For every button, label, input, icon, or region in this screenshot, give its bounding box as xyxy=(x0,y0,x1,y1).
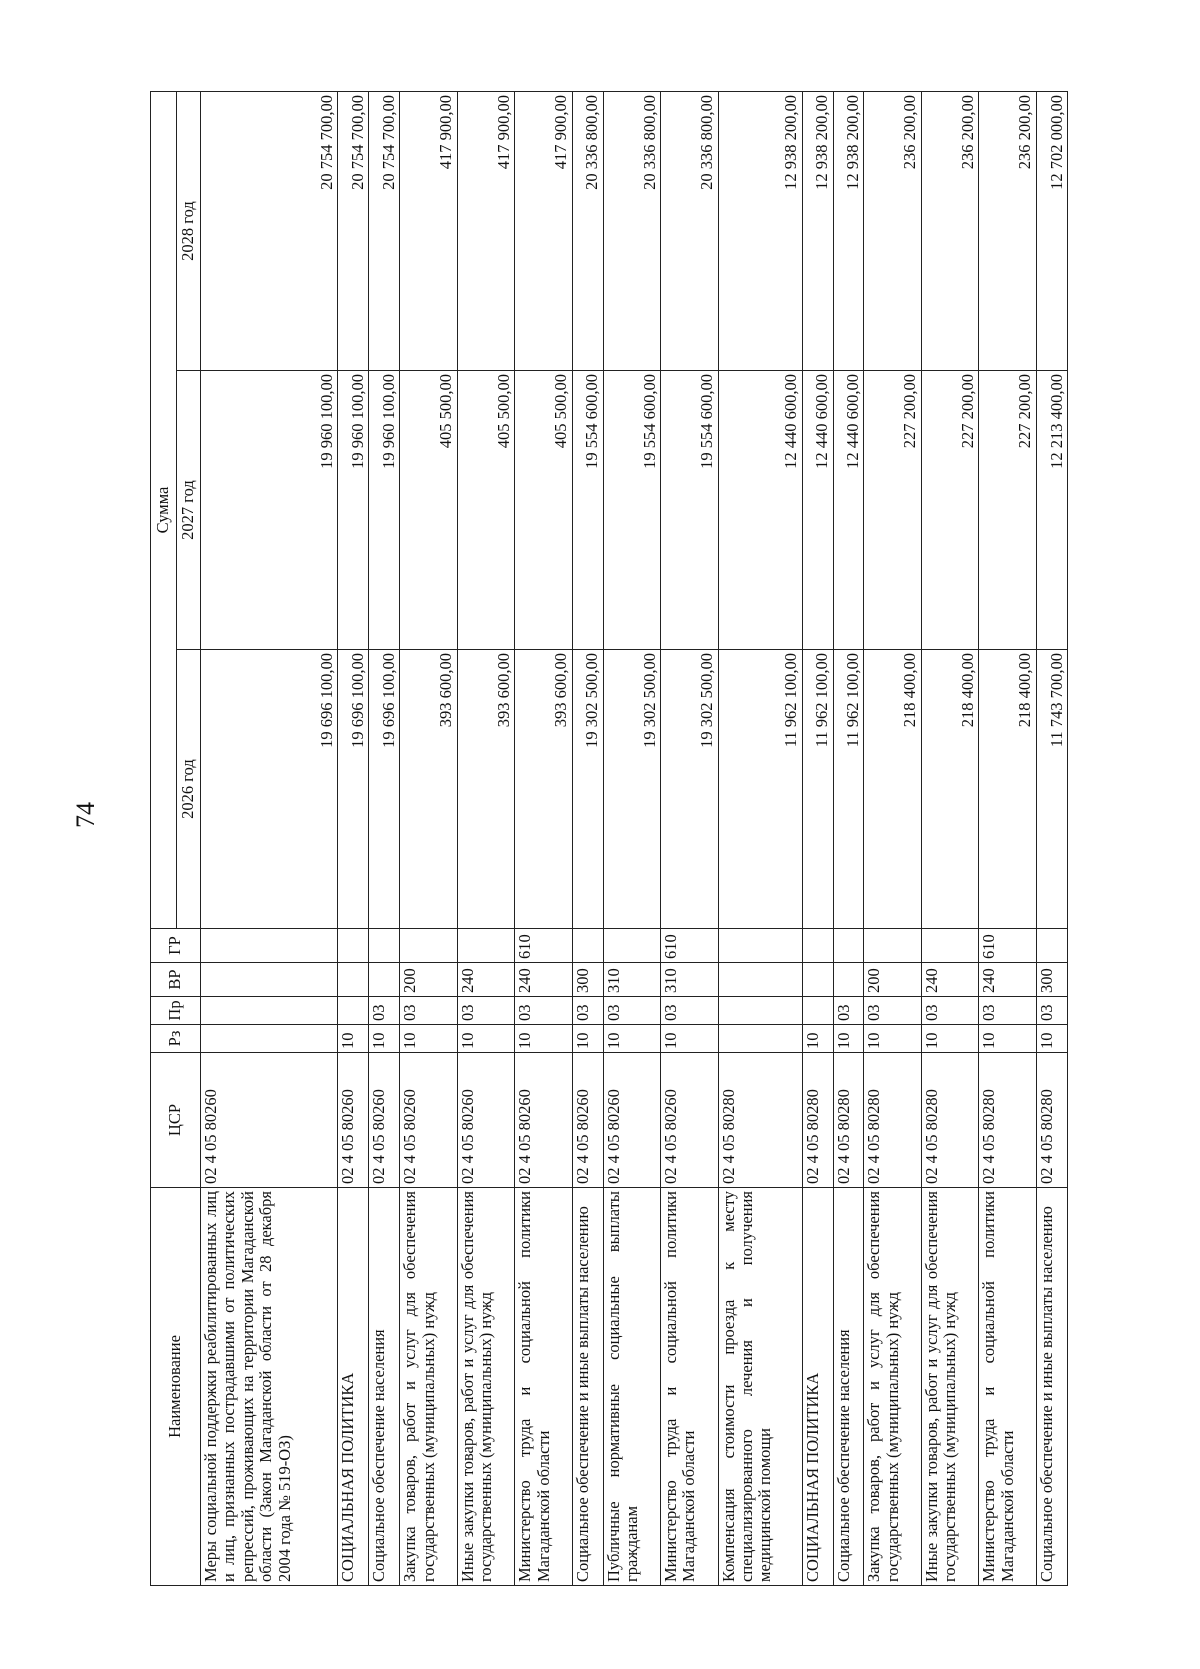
cell-name: Закупка товаров, работ и услуг для обеспечения государственных (муниципальных) нужд xyxy=(864,1188,922,1586)
cell-name: СОЦИАЛЬНАЯ ПОЛИТИКА xyxy=(338,1188,369,1586)
cell-vr: 300 xyxy=(1036,963,1067,997)
cell-vr: 310 xyxy=(661,963,719,997)
cell-rz xyxy=(718,1025,802,1053)
cell-2027: 227 200,00 xyxy=(921,371,979,650)
cell-2026: 393 600,00 xyxy=(515,650,573,929)
cell-rz: 10 xyxy=(338,1025,369,1053)
table-row xyxy=(338,91,369,1585)
cell-pr xyxy=(802,997,833,1025)
cell-vr: 240 xyxy=(979,963,1037,997)
cell-gr xyxy=(921,929,979,963)
cell-gr xyxy=(457,929,515,963)
header-pr: Пр xyxy=(151,997,201,1025)
cell-gr xyxy=(864,929,922,963)
cell-name: Иные закупки товаров, работ и услуг для обеспечения государственных (муниципальных) нужд xyxy=(921,1188,979,1586)
cell-2026: 218 400,00 xyxy=(921,650,979,929)
cell-rz: 10 xyxy=(400,1025,458,1053)
cell-pr: 03 xyxy=(864,997,922,1025)
cell-gr: 610 xyxy=(979,929,1037,963)
cell-vr xyxy=(718,963,802,997)
cell-2028: 12 938 200,00 xyxy=(718,91,802,370)
cell-pr: 03 xyxy=(603,997,661,1025)
table-row xyxy=(718,91,802,1585)
cell-pr: 03 xyxy=(515,997,573,1025)
cell-2026: 11 743 700,00 xyxy=(1036,650,1067,929)
cell-vr: 310 xyxy=(603,963,661,997)
cell-pr xyxy=(718,997,802,1025)
table-body xyxy=(201,91,1068,1585)
cell-name: Меры социальной поддержки реабилитированных лиц и лиц, признанных пострадавшими от политических репрессий, проживающих на территории Магаданской области (Закон Магаданской области от 28 декабря 2004 года № 519-ОЗ) xyxy=(201,1188,338,1586)
cell-csr: 02 4 05 80260 xyxy=(457,1053,515,1188)
cell-gr xyxy=(338,929,369,963)
cell-pr xyxy=(338,997,369,1025)
table-row xyxy=(661,91,719,1585)
cell-2026: 19 696 100,00 xyxy=(338,650,369,929)
cell-csr: 02 4 05 80280 xyxy=(833,1053,864,1188)
cell-pr: 03 xyxy=(572,997,603,1025)
page-number: 74 xyxy=(71,802,100,828)
cell-csr: 02 4 05 80260 xyxy=(661,1053,719,1188)
cell-2026: 11 962 100,00 xyxy=(718,650,802,929)
header-year-2028: 2028 год xyxy=(177,91,201,370)
cell-gr xyxy=(833,929,864,963)
cell-pr xyxy=(201,997,338,1025)
table-row xyxy=(864,91,922,1585)
cell-name: Социальное обеспечение и иные выплаты населению xyxy=(1036,1188,1067,1586)
cell-pr: 03 xyxy=(833,997,864,1025)
table-row xyxy=(603,91,661,1585)
cell-name: Социальное обеспечение населения xyxy=(833,1188,864,1586)
cell-csr: 02 4 05 80280 xyxy=(1036,1053,1067,1188)
cell-name: Министерство труда и социальной политики Магаданской области xyxy=(979,1188,1037,1586)
cell-csr: 02 4 05 80280 xyxy=(979,1053,1037,1188)
cell-gr: 610 xyxy=(661,929,719,963)
cell-2028: 20 754 700,00 xyxy=(369,91,400,370)
cell-2028: 12 702 000,00 xyxy=(1036,91,1067,370)
cell-2026: 393 600,00 xyxy=(457,650,515,929)
cell-vr xyxy=(338,963,369,997)
cell-name: Иные закупки товаров, работ и услуг для обеспечения государственных (муниципальных) нужд xyxy=(457,1188,515,1586)
cell-rz: 10 xyxy=(1036,1025,1067,1053)
cell-pr: 03 xyxy=(400,997,458,1025)
cell-vr: 200 xyxy=(400,963,458,997)
header-vr: ВР xyxy=(151,963,201,997)
cell-gr xyxy=(603,929,661,963)
cell-2028: 20 754 700,00 xyxy=(201,91,338,370)
header-rz: Рз xyxy=(151,1025,201,1053)
cell-2026: 19 302 500,00 xyxy=(661,650,719,929)
header-csr: ЦСР xyxy=(151,1053,201,1188)
cell-pr: 03 xyxy=(979,997,1037,1025)
cell-name: Министерство труда и социальной политики Магаданской области xyxy=(515,1188,573,1586)
cell-2027: 227 200,00 xyxy=(864,371,922,650)
cell-vr: 200 xyxy=(864,963,922,997)
cell-pr: 03 xyxy=(661,997,719,1025)
cell-gr xyxy=(201,929,338,963)
cell-2027: 19 960 100,00 xyxy=(201,371,338,650)
cell-2028: 20 336 800,00 xyxy=(661,91,719,370)
cell-rz: 10 xyxy=(515,1025,573,1053)
cell-vr xyxy=(201,963,338,997)
cell-csr: 02 4 05 80260 xyxy=(369,1053,400,1188)
cell-name: Министерство труда и социальной политики Магаданской области xyxy=(661,1188,719,1586)
cell-vr: 240 xyxy=(457,963,515,997)
cell-2028: 417 900,00 xyxy=(400,91,458,370)
cell-csr: 02 4 05 80260 xyxy=(201,1053,338,1188)
cell-gr xyxy=(369,929,400,963)
cell-2028: 236 200,00 xyxy=(921,91,979,370)
table-row xyxy=(369,91,400,1585)
header-year-2027: 2027 год xyxy=(177,371,201,650)
cell-csr: 02 4 05 80280 xyxy=(921,1053,979,1188)
cell-rz: 10 xyxy=(603,1025,661,1053)
cell-name: Компенсация стоимости проезда к месту специализированного лечения и получения медицинской помощи xyxy=(718,1188,802,1586)
header-sum: Сумма xyxy=(151,91,177,928)
cell-gr xyxy=(802,929,833,963)
cell-2028: 20 754 700,00 xyxy=(338,91,369,370)
cell-vr: 300 xyxy=(572,963,603,997)
cell-gr xyxy=(572,929,603,963)
cell-name: Закупка товаров, работ и услуг для обеспечения государственных (муниципальных) нужд xyxy=(400,1188,458,1586)
cell-vr xyxy=(369,963,400,997)
cell-rz: 10 xyxy=(921,1025,979,1053)
cell-csr: 02 4 05 80260 xyxy=(515,1053,573,1188)
cell-2027: 12 440 600,00 xyxy=(802,371,833,650)
budget-table xyxy=(150,91,1068,1586)
cell-rz: 10 xyxy=(864,1025,922,1053)
cell-csr: 02 4 05 80280 xyxy=(802,1053,833,1188)
cell-pr: 03 xyxy=(457,997,515,1025)
cell-csr: 02 4 05 80260 xyxy=(572,1053,603,1188)
cell-rz: 10 xyxy=(457,1025,515,1053)
cell-vr xyxy=(833,963,864,997)
header-year-2026: 2026 год xyxy=(177,650,201,929)
cell-gr xyxy=(718,929,802,963)
cell-csr: 02 4 05 80260 xyxy=(400,1053,458,1188)
cell-2028: 12 938 200,00 xyxy=(833,91,864,370)
cell-2027: 19 554 600,00 xyxy=(572,371,603,650)
cell-vr xyxy=(802,963,833,997)
cell-csr: 02 4 05 80260 xyxy=(338,1053,369,1188)
cell-2026: 11 962 100,00 xyxy=(833,650,864,929)
header-name: Наименование xyxy=(151,1188,201,1586)
cell-2027: 12 440 600,00 xyxy=(718,371,802,650)
table-row xyxy=(921,91,979,1585)
cell-2027: 12 213 400,00 xyxy=(1036,371,1067,650)
cell-rz: 10 xyxy=(833,1025,864,1053)
cell-2027: 19 960 100,00 xyxy=(369,371,400,650)
cell-2028: 236 200,00 xyxy=(864,91,922,370)
table-row xyxy=(802,91,833,1585)
cell-rz: 10 xyxy=(572,1025,603,1053)
cell-2026: 19 302 500,00 xyxy=(572,650,603,929)
cell-pr: 03 xyxy=(921,997,979,1025)
table-row xyxy=(400,91,458,1585)
cell-name: Публичные нормативные социальные выплаты гражданам xyxy=(603,1188,661,1586)
cell-vr: 240 xyxy=(515,963,573,997)
cell-2026: 19 696 100,00 xyxy=(201,650,338,929)
cell-gr xyxy=(400,929,458,963)
cell-name: Социальное обеспечение и иные выплаты населению xyxy=(572,1188,603,1586)
cell-csr: 02 4 05 80260 xyxy=(603,1053,661,1188)
cell-2026: 393 600,00 xyxy=(400,650,458,929)
cell-name: Социальное обеспечение населения xyxy=(369,1188,400,1586)
table-row xyxy=(833,91,864,1585)
cell-2027: 19 554 600,00 xyxy=(661,371,719,650)
cell-2028: 417 900,00 xyxy=(457,91,515,370)
cell-pr: 03 xyxy=(369,997,400,1025)
cell-2027: 12 440 600,00 xyxy=(833,371,864,650)
table-row xyxy=(201,91,338,1585)
cell-2026: 218 400,00 xyxy=(864,650,922,929)
cell-2028: 20 336 800,00 xyxy=(603,91,661,370)
cell-2027: 405 500,00 xyxy=(400,371,458,650)
table-row xyxy=(979,91,1037,1585)
cell-vr: 240 xyxy=(921,963,979,997)
cell-gr xyxy=(1036,929,1067,963)
header-gr: ГР xyxy=(151,929,201,963)
cell-2028: 236 200,00 xyxy=(979,91,1037,370)
cell-2028: 417 900,00 xyxy=(515,91,573,370)
cell-rz: 10 xyxy=(802,1025,833,1053)
table-row xyxy=(1036,91,1067,1585)
cell-2027: 405 500,00 xyxy=(457,371,515,650)
cell-pr: 03 xyxy=(1036,997,1067,1025)
cell-csr: 02 4 05 80280 xyxy=(718,1053,802,1188)
cell-2028: 12 938 200,00 xyxy=(802,91,833,370)
cell-2027: 19 554 600,00 xyxy=(603,371,661,650)
header-row-1 xyxy=(151,91,177,1585)
cell-2026: 19 696 100,00 xyxy=(369,650,400,929)
cell-2027: 405 500,00 xyxy=(515,371,573,650)
rotated-table-container xyxy=(150,92,1068,1586)
table-row xyxy=(457,91,515,1585)
budget-table-region xyxy=(150,92,1068,1586)
table-row xyxy=(515,91,573,1585)
table-row xyxy=(572,91,603,1585)
cell-csr: 02 4 05 80280 xyxy=(864,1053,922,1188)
cell-rz: 10 xyxy=(979,1025,1037,1053)
cell-2026: 19 302 500,00 xyxy=(603,650,661,929)
cell-2027: 227 200,00 xyxy=(979,371,1037,650)
cell-rz xyxy=(201,1025,338,1053)
cell-2027: 19 960 100,00 xyxy=(338,371,369,650)
cell-gr: 610 xyxy=(515,929,573,963)
cell-2028: 20 336 800,00 xyxy=(572,91,603,370)
cell-2026: 11 962 100,00 xyxy=(802,650,833,929)
cell-rz: 10 xyxy=(369,1025,400,1053)
cell-2026: 218 400,00 xyxy=(979,650,1037,929)
cell-name: СОЦИАЛЬНАЯ ПОЛИТИКА xyxy=(802,1188,833,1586)
cell-rz: 10 xyxy=(661,1025,719,1053)
